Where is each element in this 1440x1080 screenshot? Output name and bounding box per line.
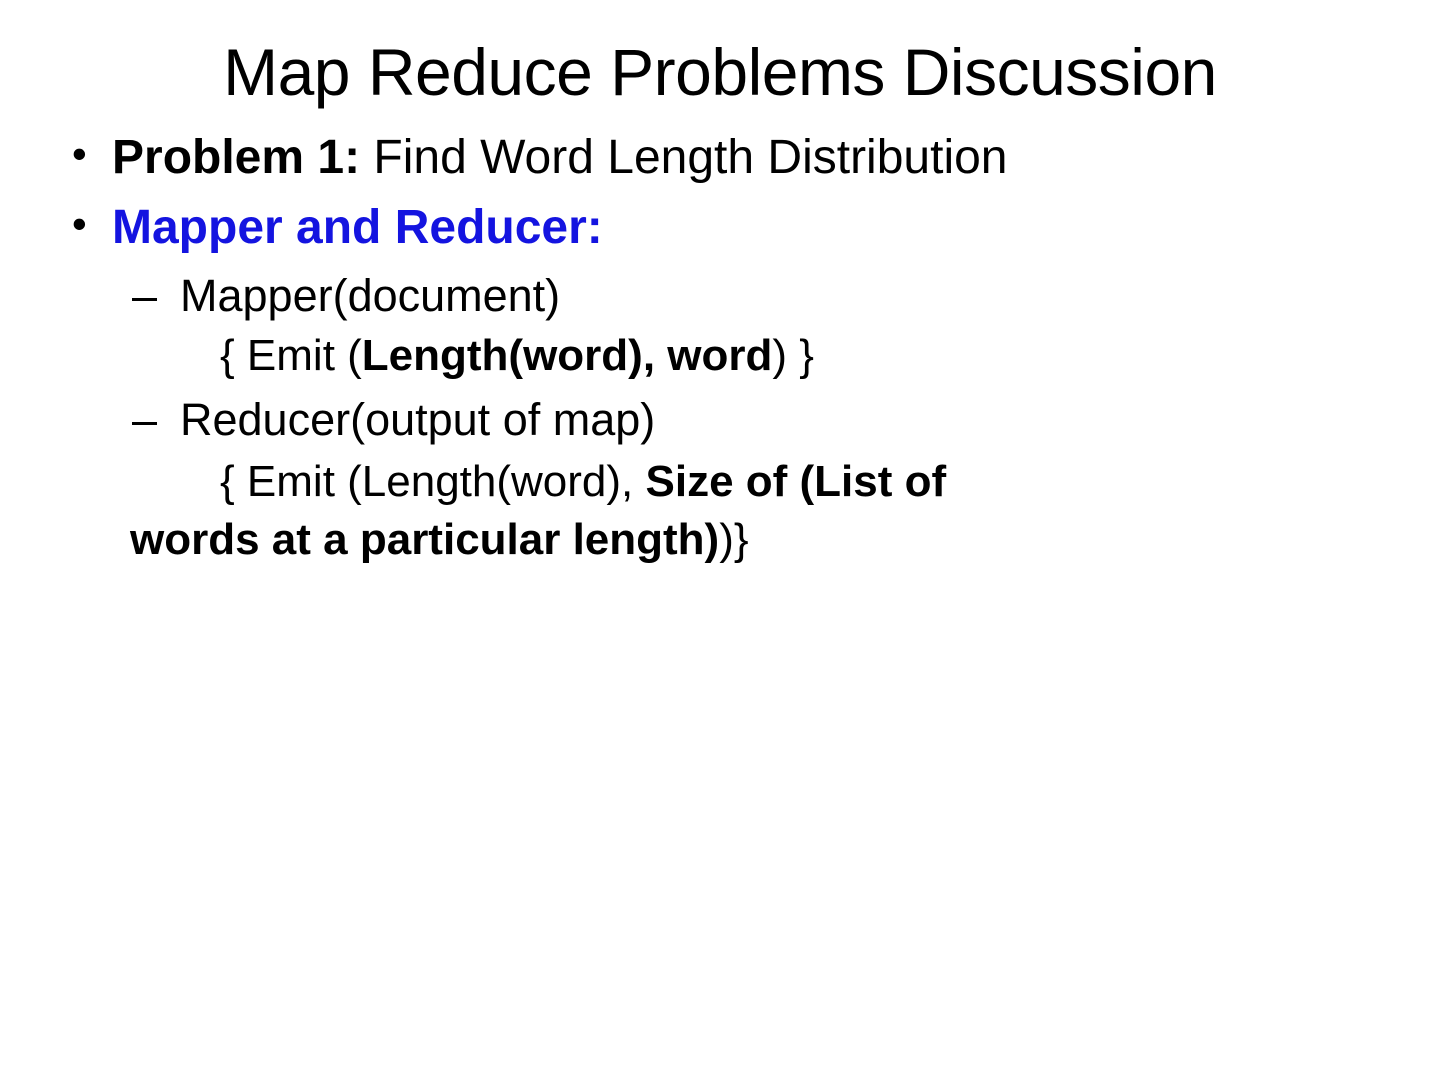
bullet-problem-1-text: Find Word Length Distribution <box>360 130 1008 184</box>
page-title: Map Reduce Problems Discussion <box>223 35 1217 109</box>
sub-item-mapper: – Mapper(document) <box>60 268 1400 324</box>
code-reducer-emit <box>60 453 1400 569</box>
code-reducer-emit-prefix: { Emit (Length(word), <box>220 456 646 506</box>
code-mapper-emit-key: Length(word), word <box>361 331 773 381</box>
bullet-problem-1 <box>60 128 1400 188</box>
slide-body <box>0 110 1440 569</box>
code-reducer-emit-value-1: Size of (List of <box>645 456 947 506</box>
bullet-mapper-and-reducer <box>60 198 1400 258</box>
code-mapper-emit <box>60 328 1400 384</box>
code-mapper-emit-suffix: ) } <box>772 331 814 381</box>
code-mapper-emit-prefix: { Emit ( <box>220 331 362 381</box>
code-reducer-emit-value-2: words at a particular length) <box>130 514 720 564</box>
code-reducer-emit-suffix: )} <box>719 514 749 564</box>
bullet-problem-1-lead: Problem 1: <box>112 130 361 184</box>
sub-item-reducer: – Reducer(output of map) <box>60 392 1400 448</box>
bullet-mapper-and-reducer-label: Mapper and Reducer: <box>112 200 603 254</box>
